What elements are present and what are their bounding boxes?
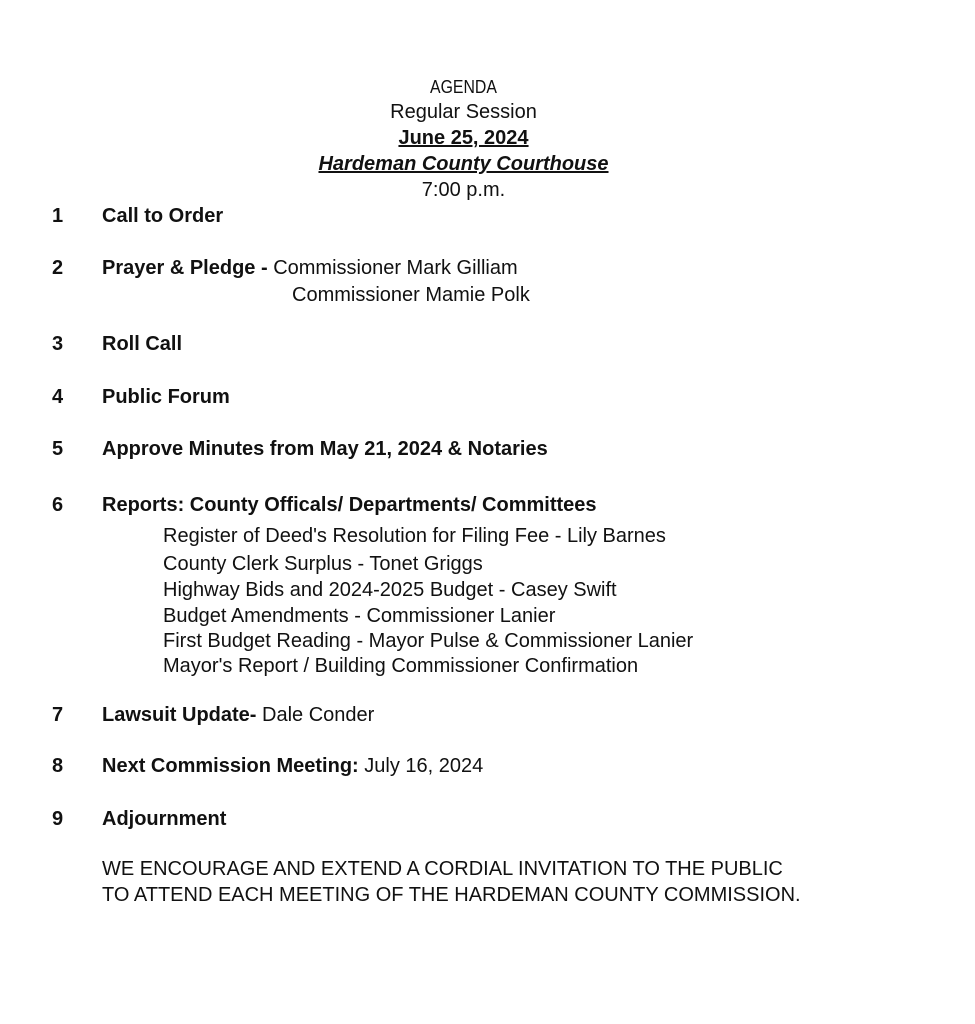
item-title: Public Forum	[102, 386, 230, 408]
item-number: 5	[52, 438, 64, 460]
item-number: 4	[52, 386, 64, 408]
item-detail-second: Commissioner Mamie Polk	[292, 284, 530, 306]
report-subitem: County Clerk Surplus - Tonet Griggs	[163, 553, 483, 575]
meeting-date: June 25, 2024	[398, 127, 529, 149]
item-number: 8	[52, 755, 64, 777]
item-number: 6	[52, 494, 64, 516]
item-title: Adjournment	[102, 808, 227, 830]
item-title: Prayer & Pledge -	[102, 257, 268, 279]
item-title: Reports: County Officals/ Departments/ Committees	[102, 494, 597, 516]
report-subitem: Highway Bids and 2024-2025 Budget - Casey Swift	[163, 579, 617, 601]
report-subitem: First Budget Reading - Mayor Pulse & Commissioner Lanier	[163, 630, 694, 652]
item-number: 9	[52, 808, 64, 830]
item-title: Lawsuit Update-	[102, 704, 257, 726]
public-notice-line-1: WE ENCOURAGE AND EXTEND A CORDIAL INVITATION TO THE PUBLIC	[102, 858, 783, 880]
report-subitem: Budget Amendments - Commissioner Lanier	[163, 605, 556, 627]
report-subitem: Mayor's Report / Building Commissioner Confirmation	[163, 655, 639, 677]
item-title: Call to Order	[102, 205, 224, 227]
agenda-header	[0, 0, 927, 210]
item-number: 2	[52, 257, 64, 279]
item-detail: Dale Conder	[262, 704, 375, 726]
agenda-heading: AGENDA	[430, 77, 497, 97]
item-title: Roll Call	[102, 333, 183, 355]
item-number: 7	[52, 704, 64, 726]
item-detail: July 16, 2024	[364, 755, 484, 777]
meeting-location: Hardeman County Courthouse	[318, 153, 609, 175]
report-subitem: Register of Deed's Resolution for Filing Fee - Lily Barnes	[163, 525, 666, 547]
item-number: 3	[52, 333, 64, 355]
public-notice-line-2: TO ATTEND EACH MEETING OF THE HARDEMAN COUNTY COMMISSION.	[102, 884, 801, 906]
meeting-time: 7:00 p.m.	[421, 179, 506, 201]
item-title: Next Commission Meeting:	[102, 755, 359, 777]
item-detail: Commissioner Mark Gilliam	[273, 257, 518, 279]
item-number: 1	[52, 205, 64, 227]
item-title: Approve Minutes from May 21, 2024 & Notaries	[102, 438, 548, 460]
session-type: Regular Session	[390, 101, 537, 123]
